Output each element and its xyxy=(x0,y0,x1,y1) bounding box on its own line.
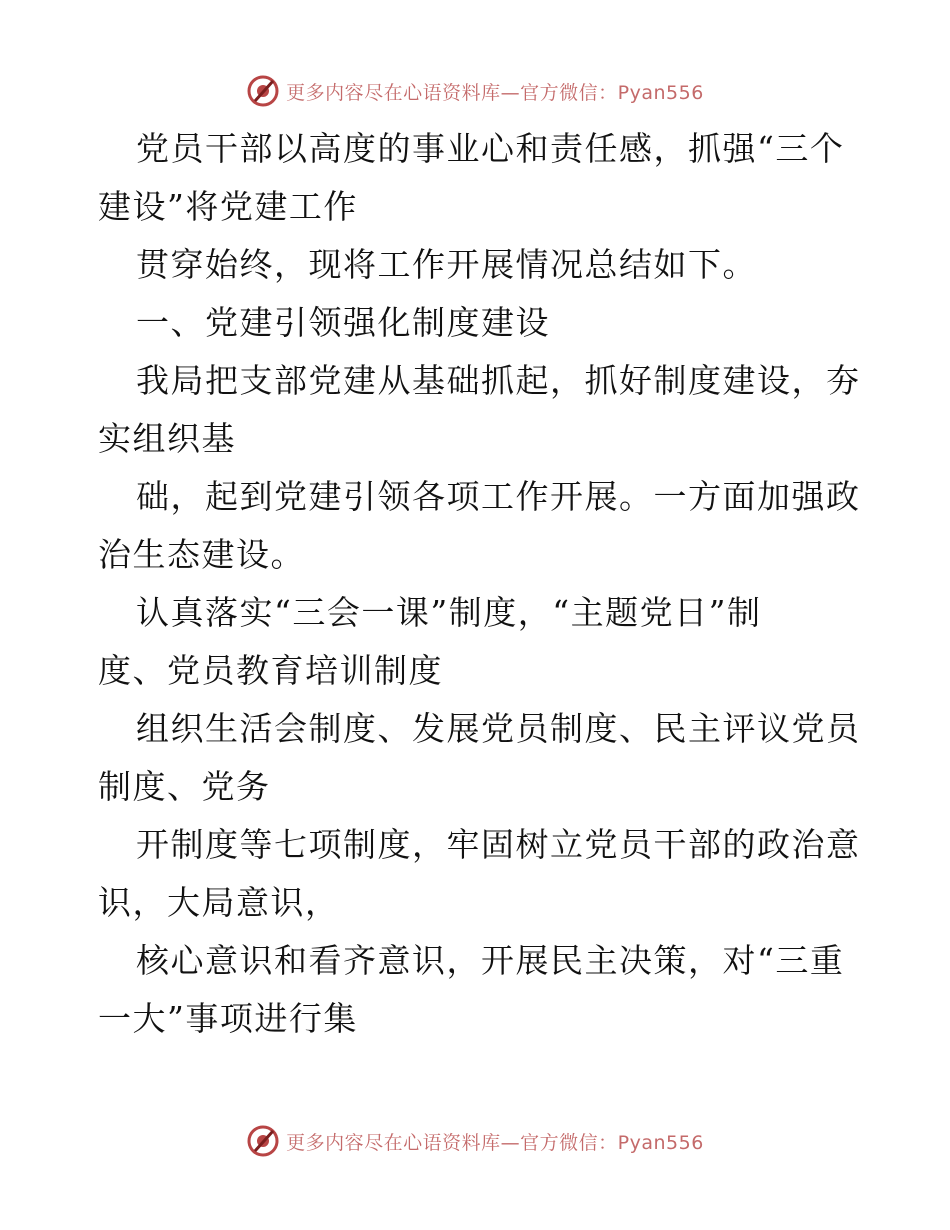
text-line: 核心意识和看齐意识，开展民主决策，对“三重 xyxy=(136,941,845,980)
paragraph-2 xyxy=(98,236,858,294)
text-line: 党员干部以高度的事业心和责任感，抓强“三个 xyxy=(136,129,845,168)
text-line: 度、党员教育培训制度 xyxy=(98,651,443,690)
text-line: 我局把支部党建从基础抓起，抓好制度建设，夯 xyxy=(136,361,861,400)
text-line: 一、党建引领强化制度建设 xyxy=(136,303,550,342)
text-line: 制度、党务 xyxy=(98,767,271,806)
paragraph-1 xyxy=(98,120,858,236)
text-line: 一大”事项进行集 xyxy=(98,999,358,1038)
text-line: 建设”将党建工作 xyxy=(98,187,358,226)
quill-logo-icon xyxy=(246,1124,280,1158)
text-line: 组织生活会制度、发展党员制度、民主评议党员 xyxy=(136,709,861,748)
text-line: 识，大局意识， xyxy=(98,883,340,922)
document-body xyxy=(98,120,861,1048)
text-line: 治生态建设。 xyxy=(98,535,305,574)
watermark-text: 更多内容尽在心语资料库—官方微信：Pyan556 xyxy=(286,81,704,104)
paragraph-8 xyxy=(98,932,858,1048)
paragraph-7 xyxy=(98,816,861,932)
paragraph-3 xyxy=(98,352,861,468)
quill-logo-icon xyxy=(246,74,280,108)
section-heading xyxy=(98,294,858,352)
header-watermark xyxy=(0,71,950,111)
text-line: 础，起到党建引领各项工作开展。一方面加强政 xyxy=(136,477,861,516)
watermark-text: 更多内容尽在心语资料库—官方微信：Pyan556 xyxy=(286,1131,704,1154)
text-line: 贯穿始终，现将工作开展情况总结如下。 xyxy=(136,245,757,284)
paragraph-4 xyxy=(98,468,861,584)
text-line: 实组织基 xyxy=(98,419,236,458)
footer-watermark xyxy=(0,1121,950,1161)
text-line: 开制度等七项制度，牢固树立党员干部的政治意 xyxy=(136,825,861,864)
text-line: 认真落实“三会一课”制度，“主题党日”制 xyxy=(136,593,762,632)
paragraph-6 xyxy=(98,700,861,816)
paragraph-5 xyxy=(98,584,858,700)
